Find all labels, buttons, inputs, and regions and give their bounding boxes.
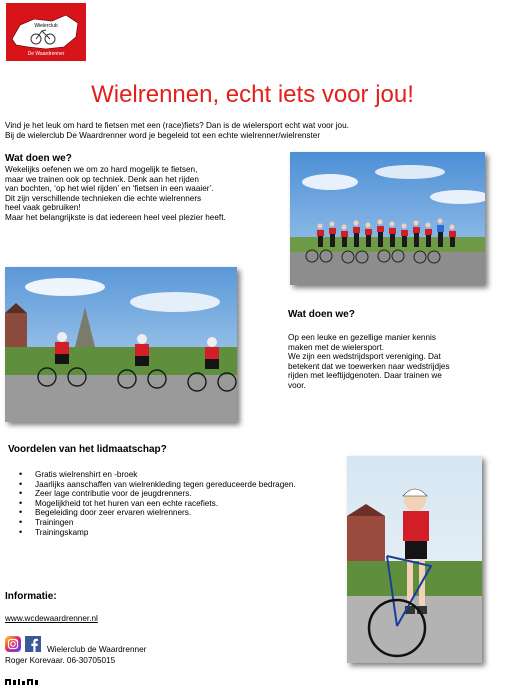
- section2-line: maken met de wielersport.: [288, 342, 385, 352]
- section1-line: van bochten, ‘op het wiel rijden’ en ‘fietsen in een waaier’.: [5, 184, 214, 194]
- club-logo: [6, 3, 86, 61]
- section2-line: betekent dat we toewerken naar wedstrijdjes: [288, 361, 450, 371]
- benefits-item: • Jaarlijks aanschaffen van wielrenkleding tegen gereduceerde bedragen.: [16, 480, 296, 490]
- facebook-icon[interactable]: [25, 636, 41, 652]
- benefits-item: • Trainingskamp: [16, 528, 296, 538]
- section1-line: Maar het belangrijkste is dat iedereen heel veel plezier heeft.: [5, 212, 226, 222]
- section2-line: voor.: [288, 380, 306, 390]
- section2-line: rijden met leeftijdgenoten. Daar trainen we: [288, 371, 442, 381]
- section2-line: Op een leuke en gezellige manier kennis: [288, 333, 436, 342]
- logo-text-bottom: De Waardrenner: [27, 51, 65, 57]
- section2-text: [288, 333, 450, 391]
- intro-line: Vind je het leuk om hard te fietsen met een (race)fiets? Dan is de wielersport echt wat voor jou.: [5, 121, 349, 130]
- instagram-icon[interactable]: [5, 636, 21, 652]
- intro-text: [5, 121, 349, 140]
- section1-line: maar we trainen ook op techniek. Denk aan het rijden: [5, 174, 199, 184]
- benefits-item: • Trainingen: [16, 518, 296, 528]
- benefits-item: • Begeleiding door zeer ervaren wielrenners.: [16, 508, 296, 518]
- section1-line: Wekelijks oefenen we om zo hard mogelijk te fietsen,: [5, 165, 198, 174]
- benefits-item: • Gratis wielrenshirt en -broek: [16, 470, 296, 480]
- section1-line: heel vaak gebruiken!: [5, 203, 81, 213]
- group-photo: [290, 152, 485, 285]
- contact-info: Roger Korevaar. 06-30705015: [5, 656, 116, 665]
- logo-text-top: Wielerclub: [34, 23, 58, 29]
- benefits-item: • Zeer lage contributie voor de jeugdrenners.: [16, 489, 296, 499]
- benefits-heading: Voordelen van het lidmaatschap?: [8, 444, 167, 455]
- section1-text: [5, 165, 226, 223]
- riders-photo: [5, 267, 237, 422]
- child-rider-photo: [347, 456, 482, 663]
- info-heading: Informatie:: [5, 591, 57, 602]
- qr-code-icon: [5, 672, 41, 678]
- benefits-list: [16, 470, 296, 537]
- page-title: Wielrennen, echt iets voor jou!: [91, 81, 414, 108]
- benefits-item: • Mogelijkheid tot het huren van een echte racefiets.: [16, 499, 296, 509]
- section1-line: Dit zijn verschillende technieken die echte wielrenners: [5, 193, 202, 203]
- section1-heading: Wat doen we?: [5, 153, 72, 164]
- intro-line: Bij de wielerclub De Waardrenner word je begeleid tot een echte wielrenner/wielrenster: [5, 130, 321, 140]
- social-name: Wielerclub de Waardrenner: [47, 645, 147, 654]
- website-link[interactable]: www.wcdewaardrenner.nl: [5, 614, 98, 623]
- section2-heading: Wat doen we?: [288, 309, 355, 320]
- section2-line: We zijn een wedstrijdsport vereniging. Dat: [288, 352, 441, 362]
- club-logo-graphic: [6, 3, 86, 61]
